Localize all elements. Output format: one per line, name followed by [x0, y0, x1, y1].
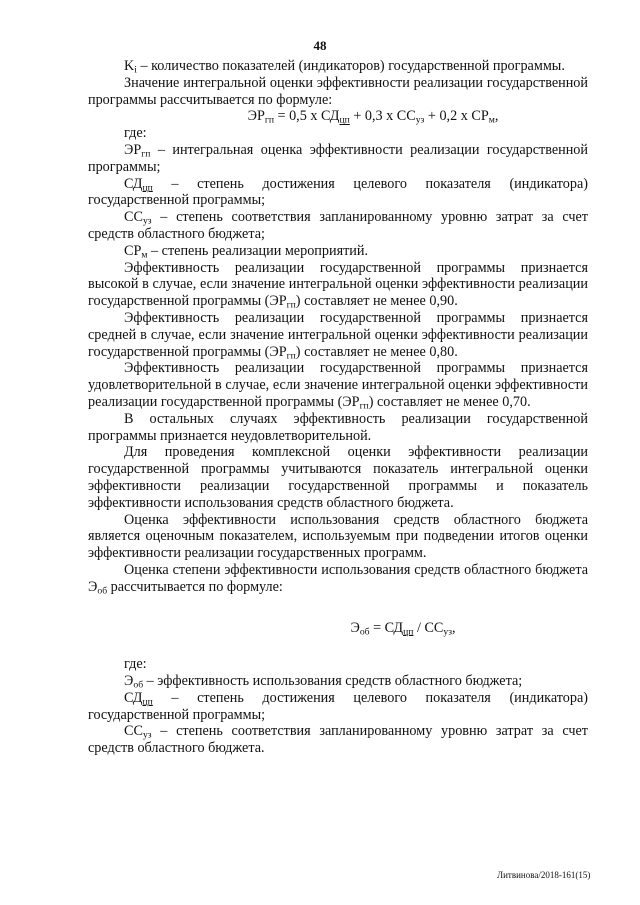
- footer-reference: Литвинова/2018-161(15): [497, 870, 591, 880]
- definition-eob: [88, 673, 588, 690]
- formula-term: ,: [452, 619, 456, 636]
- definition-er: [88, 142, 588, 176]
- paragraph-budget-efficiency: Оценка эффективности использования средств областного бюджета является оценочным показателем, используемым при подведении итогов оценки эффективности реализации государственных программ.: [88, 511, 588, 562]
- paragraph-subscript: гп: [286, 349, 296, 361]
- paragraph-high: [88, 260, 588, 310]
- formula-subscript: уз: [443, 625, 453, 637]
- formula-subscript: уз: [415, 114, 425, 126]
- paragraph-text: рассчитывается по формуле:: [107, 578, 283, 595]
- symbol-subscript: м: [141, 249, 148, 261]
- symbol: ЭР: [124, 141, 142, 158]
- symbol: СС: [124, 209, 143, 226]
- definition-text: – степень соответствия запланированному уровню затрат за счет средств областного бюджета;: [88, 209, 588, 242]
- definition-text: – степень реализации мероприятий.: [147, 242, 369, 259]
- symbol-subscript: об: [133, 679, 144, 691]
- paragraph-subscript: гп: [359, 400, 369, 412]
- formula-budget-efficiency: [88, 620, 588, 637]
- definition-text: – степень соответствия запланированному уровню затрат за счет средств областного бюджета.: [88, 723, 588, 757]
- definition-text: – количество показателей (индикаторов) государственной программы.: [136, 58, 565, 74]
- symbol-subscript: цп: [142, 696, 153, 708]
- definition-sd-2: [88, 690, 588, 724]
- symbol-subscript: уз: [142, 729, 152, 741]
- formula-term: = СД: [369, 619, 404, 636]
- definition-text: – степень достижения целевого показателя (индикатора) государственной программы;: [88, 175, 588, 209]
- symbol-subscript: i: [134, 64, 137, 76]
- symbol: СС: [124, 723, 143, 740]
- formula-term: ЭР: [247, 108, 265, 125]
- formula-term: = 0,5 х СД: [273, 108, 340, 125]
- formula-subscript: об: [359, 625, 370, 637]
- formula-term: + 0,3 х СС: [349, 108, 416, 125]
- definition-text: – интегральная оценка эффективности реализации государственной программы;: [88, 141, 588, 175]
- symbol: СР: [124, 242, 142, 259]
- definition-ss: [88, 209, 588, 243]
- paragraph-text: Эффективность реализации государственной программы признается средней в случае, если значение интегральной оценки эффективности реализации государственной программы (ЭР: [88, 309, 588, 360]
- definition-sr: [88, 243, 588, 260]
- definition-sd: [88, 176, 588, 210]
- paragraph-intro-formula-2: [88, 562, 588, 596]
- paragraph-intro-formula-1: Значение интегральной оценки эффективности реализации государственной программы рассчитывается по формуле:: [88, 74, 588, 108]
- definition-text: – степень достижения целевого показателя (индикатора) государственной программы;: [88, 689, 588, 723]
- formula-term: Э: [350, 619, 360, 636]
- formula-term: + 0,2 х СР: [424, 108, 489, 125]
- paragraph-text: ) составляет не менее 0,80.: [295, 343, 458, 360]
- symbol: K: [124, 58, 135, 74]
- paragraph-subscript: об: [97, 585, 108, 597]
- page-number: 48: [313, 38, 327, 53]
- formula-subscript: цп: [403, 625, 414, 637]
- symbol: Э: [124, 673, 134, 690]
- formula-subscript: цп: [339, 114, 350, 126]
- formula-subscript: м: [488, 114, 495, 126]
- paragraph-text: Оценка степени эффективности использования средств областного бюджета Э: [88, 561, 588, 595]
- symbol-subscript: уз: [142, 215, 152, 227]
- formula-subscript: гп: [264, 114, 274, 126]
- formula-integral-assessment: [88, 108, 588, 125]
- symbol: СД: [124, 689, 143, 706]
- formula-term: / СС: [413, 619, 444, 636]
- symbol: СД: [124, 175, 143, 192]
- definition-text: – эффективность использования средств областного бюджета;: [143, 673, 523, 690]
- paragraph-text: Эффективность реализации государственной программы признается удовлетворительной в случае, если значение интегральной оценки эффективности реализации государственной программы (ЭР: [88, 360, 588, 410]
- paragraph-subscript: гп: [286, 299, 296, 311]
- where-label-1: где:: [124, 125, 147, 142]
- paragraph-text: ) составляет не менее 0,90.: [295, 293, 458, 310]
- where-label-2: где:: [124, 656, 147, 673]
- paragraph-complex-assessment: Для проведения комплексной оценки эффективности реализации государственной программы учитываются показатель интегральной оценки эффективности реализации государственной программы и показатель эффективности использования средств областного бюджета.: [88, 444, 588, 511]
- paragraph-text: ) составляет не менее 0,70.: [368, 393, 531, 410]
- document-body: [88, 58, 588, 757]
- symbol-subscript: цп: [142, 181, 153, 193]
- symbol-subscript: гп: [141, 148, 151, 160]
- paragraph-medium: [88, 310, 588, 360]
- paragraph-satisfactory: [88, 360, 588, 410]
- definition-k: [88, 58, 588, 75]
- formula-term: ,: [494, 108, 499, 125]
- paragraph-other-cases: В остальных случаях эффективность реализации государственной программы признается неудовлетворительной.: [88, 410, 588, 444]
- paragraph-text: Эффективность реализации государственной программы признается высокой в случае, если значение интегральной оценки эффективности реализации государственной программы (ЭР: [88, 259, 588, 310]
- definition-ss-2: [88, 723, 588, 757]
